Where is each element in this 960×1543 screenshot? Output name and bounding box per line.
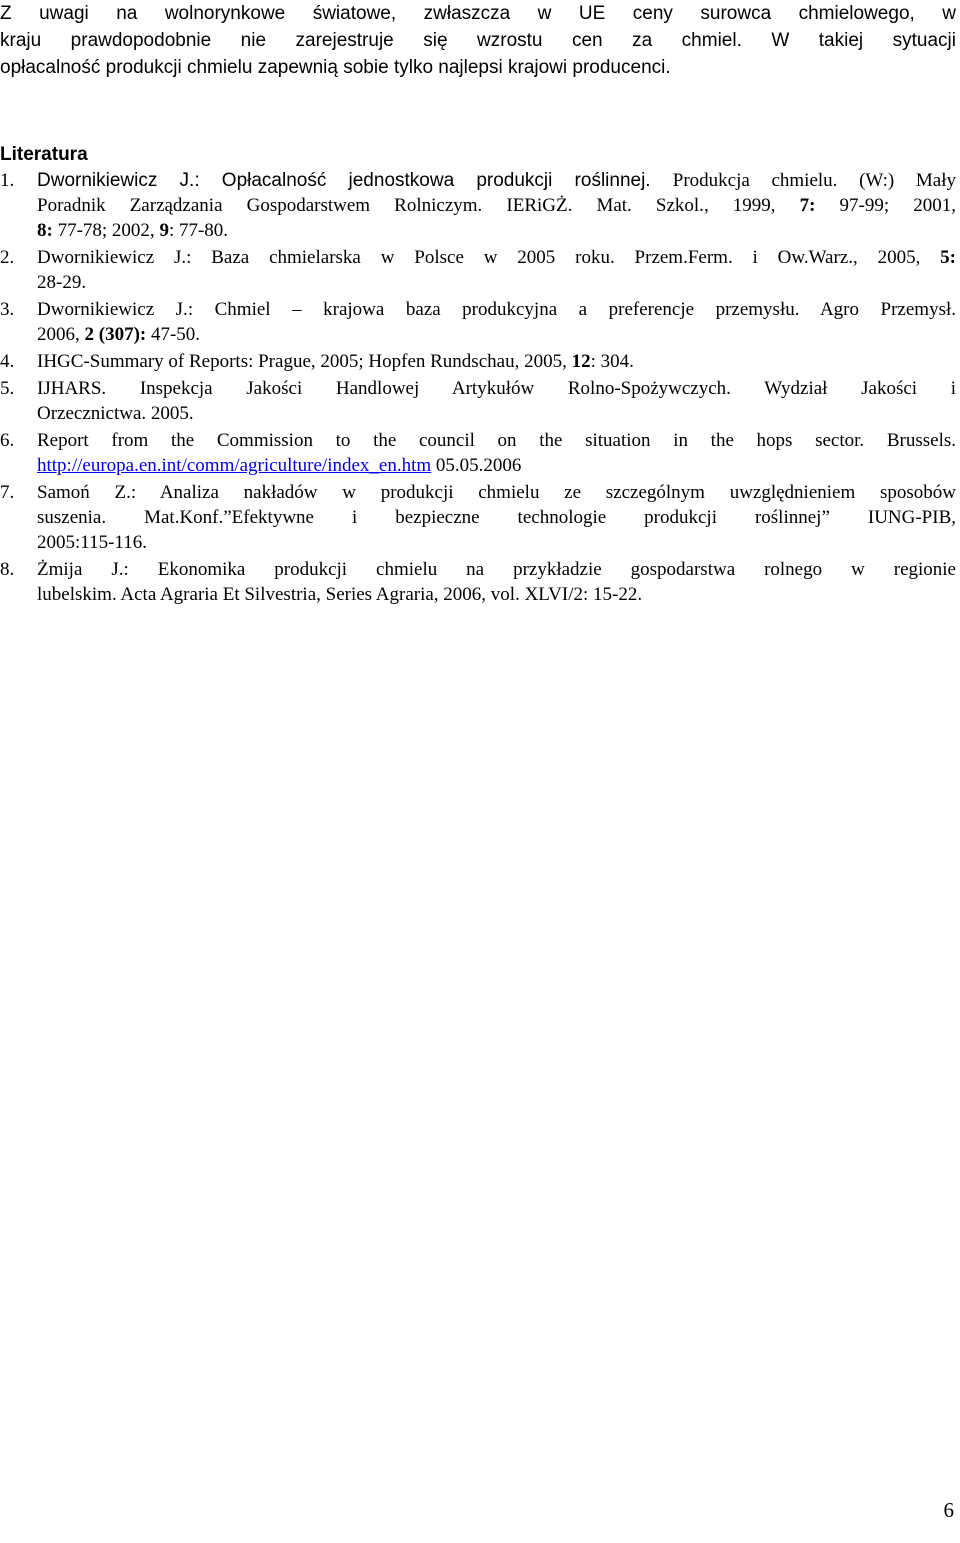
reference-item	[0, 168, 956, 243]
reference-text: IHGC-Summary of Reports: Prague, 2005; Hopfen Rundschau, 2005,	[37, 351, 572, 372]
reference-line	[37, 428, 956, 453]
reference-item	[0, 480, 956, 555]
reference-item	[0, 428, 956, 478]
reference-number: 5.	[0, 378, 15, 399]
reference-text: : 304.	[590, 351, 634, 372]
reference-number: 4.	[0, 351, 15, 372]
reference-line	[37, 376, 956, 401]
reference-number: 8.	[0, 559, 15, 580]
reference-line	[37, 218, 956, 243]
reference-text: Report from the Commission to the council on the situation in the hops sector. Brussels.	[37, 430, 956, 451]
reference-text: Dwornikiewicz J.	[37, 299, 188, 320]
reference-text: 47-50.	[146, 324, 201, 345]
reference-line	[37, 322, 956, 347]
reference-number: 1.	[0, 170, 15, 191]
reference-text: 12	[571, 351, 591, 372]
reference-line	[37, 270, 956, 295]
reference-text: 2006,	[37, 324, 85, 345]
reference-item	[0, 349, 956, 374]
reference-line	[37, 245, 956, 270]
reference-text: Dwornikiewicz J.	[37, 247, 187, 268]
intro-paragraph	[0, 0, 956, 81]
intro-line: opłacalność produkcji chmielu zapewnią sobie tylko najlepsi krajowi producenci.	[0, 57, 671, 78]
reference-text: suszenia. Mat.Konf.”Efektywne i bezpieczne technologie produkcji roślinnej” IUNG-PIB,	[37, 507, 956, 528]
reference-text: Poradnik Zarządzania Gospodarstwem Rolniczym. IERiGŻ. Mat. Szkol.	[37, 195, 704, 216]
reference-text: : Analiza nakładów w produkcji chmielu ze szczególnym uwzględnieniem sposobów	[130, 482, 957, 503]
intro-line: Z uwagi na wolnorynkowe światowe, zwłaszcza w UE ceny surowca chmielowego, w	[0, 3, 956, 24]
reference-item	[0, 376, 956, 426]
reference-line	[37, 582, 956, 607]
reference-text: Orzecznictwa. 2005.	[37, 403, 194, 424]
reference-item	[0, 245, 956, 295]
reference-text: : Ekonomika produkcji chmielu na przykładzie gospodarstwa rolnego w regionie	[123, 559, 956, 580]
page-number: 6	[943, 1498, 954, 1522]
reference-number: 3.	[0, 299, 15, 320]
reference-line	[37, 505, 956, 530]
reference-line	[37, 530, 956, 555]
reference-item	[0, 557, 956, 607]
reference-number: 7.	[0, 482, 15, 503]
reference-text: 05.05.2006	[431, 455, 522, 476]
reference-line	[37, 480, 956, 505]
reference-text: Samoń Z.	[37, 482, 131, 503]
reference-line	[37, 297, 956, 322]
reference-text: : 77-80.	[168, 220, 229, 241]
reference-text: 8:	[37, 220, 53, 241]
reference-text: 97-99; 2001,	[815, 195, 956, 216]
reference-text: 77-78; 2002,	[52, 220, 160, 241]
reference-text: Żmija J.	[37, 559, 124, 580]
reference-text: , 1999,	[703, 195, 800, 216]
reference-line	[37, 168, 956, 193]
reference-text: lubelskim. Acta Agraria Et Silvestria, Series Agraria, 2006, vol. XLVI/2: 15-22.	[37, 584, 643, 605]
reference-item	[0, 297, 956, 347]
reference-text: 2005:115-116.	[37, 532, 147, 553]
reference-link[interactable]: http://europa.en.int/comm/agriculture/index_en.htm	[37, 455, 432, 476]
reference-text: .: Opłacalność jednostkowa produkcji roślinnej.	[189, 170, 673, 191]
reference-text: 7:	[799, 195, 816, 216]
reference-line	[37, 349, 956, 374]
reference-text: 28-29.	[37, 272, 87, 293]
reference-text: 9	[159, 220, 169, 241]
reference-line	[37, 557, 956, 582]
reference-line	[37, 453, 956, 478]
section-heading: Literatura	[0, 144, 88, 165]
reference-text: : Baza chmielarska w Polsce w 2005 roku. Przem.Ferm. i Ow.Warz., 2005,	[186, 247, 941, 268]
reference-line	[37, 193, 956, 218]
reference-text: : Chmiel – krajowa baza produkcyjna a preferencje przemysłu. Agro Przemysł.	[187, 299, 956, 320]
reference-text: Dwornikiewicz J	[37, 170, 190, 191]
reference-text: Produkcja chmielu. (W:) Mały	[672, 170, 956, 191]
reference-text: 2 (307):	[84, 324, 147, 345]
reference-number: 6.	[0, 430, 15, 451]
reference-number: 2.	[0, 247, 15, 268]
reference-text: IJHARS. Inspekcja Jakości Handlowej Artykułów Rolno-Spożywczych. Wydział Jakości i	[37, 378, 956, 399]
reference-line	[37, 401, 956, 426]
reference-list	[0, 168, 956, 609]
reference-text: 5:	[940, 247, 956, 268]
intro-line: kraju prawdopodobnie nie zarejestruje się wzrostu cen za chmiel. W takiej sytuacji	[0, 30, 956, 51]
